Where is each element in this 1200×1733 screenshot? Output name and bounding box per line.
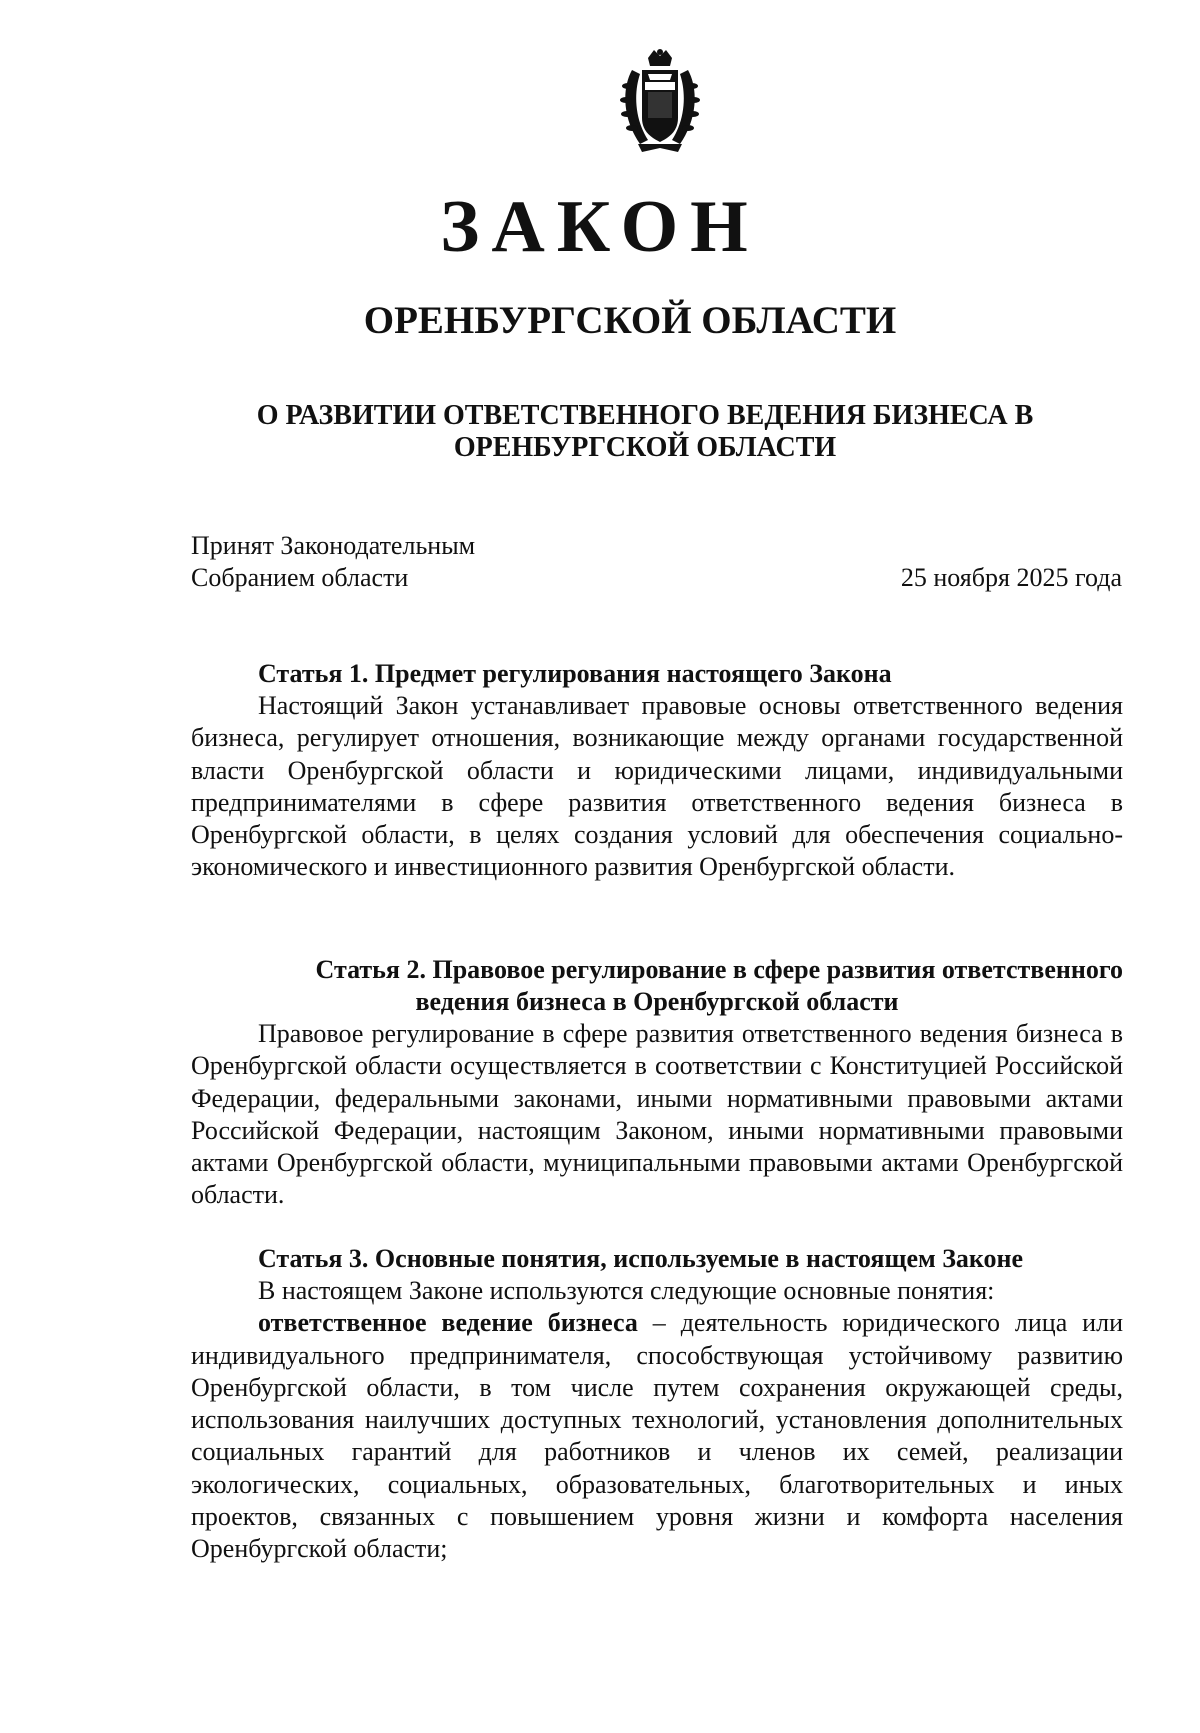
law-subject-line-1: О РАЗВИТИИ ОТВЕТСТВЕННОГО ВЕДЕНИЯ БИЗНЕСА В	[256, 400, 1034, 431]
article-3-heading: Статья 3. Основные понятия, используемые в настоящем Законе	[258, 1244, 1024, 1273]
article-1-text: Настоящий Закон устанавливает правовые основы ответственного ведения бизнеса, регулирует отношения, возникающие между органами государственной власти Оренбургской области и юридическими лицами, индивидуальными предпринимателями в сфере развития ответственного ведения бизнеса в Оренбургской области, в целях создания условий для обеспечения социально-экономического и инвестиционного развития Оренбургской области.	[191, 691, 1123, 882]
article-1	[191, 658, 1123, 884]
region-title: ОРЕНБУРГСКОЙ ОБЛАСТИ	[363, 299, 897, 342]
article-3	[191, 1243, 1123, 1566]
coat-of-arms-icon	[618, 48, 702, 156]
adoption-line-2: Собранием области	[191, 563, 409, 592]
law-subject	[250, 400, 1040, 464]
article-3-intro: В настоящем Законе используются следующие основные понятия:	[258, 1276, 995, 1305]
adoption-info	[191, 530, 475, 594]
article-2	[191, 954, 1123, 1212]
article-2-text: Правовое регулирование в сфере развития ответственного ведения бизнеса в Оренбургской области осуществляется в соответствии с Конституцией Российской Федерации, федеральными законами, иными нормативными правовыми актами Российской Федерации, настоящим Законом, иными нормативными правовыми актами Оренбургской области, муниципальными правовыми актами Оренбургской области.	[191, 1019, 1123, 1210]
term-definition: – деятельность юридического лица или индивидуального предпринимателя, способствующая устойчивому развитию Оренбургской области, в том числе путем сохранения окружающей среды, использования наилучших доступных технологий, установления дополнительных социальных гарантий для работников и членов их семей, реализации экологических, социальных, образовательных, благотворительных и иных проектов, связанных с повышением уровня жизни и комфорта населения Оренбургской области;	[191, 1308, 1123, 1564]
adoption-line-1: Принят Законодательным	[191, 531, 476, 560]
article-2-heading-line-2: ведения бизнеса в Оренбургской области	[415, 987, 899, 1016]
article-1-heading: Статья 1. Предмет регулирования настоящего Закона	[258, 659, 892, 688]
law-title: ЗАКОН	[440, 186, 760, 268]
defined-term: ответственное ведение бизнеса	[258, 1308, 638, 1338]
article-3-definition	[191, 1307, 1123, 1565]
law-subject-line-2: ОРЕНБУРГСКОЙ ОБЛАСТИ	[453, 432, 837, 463]
adoption-date: 25 ноября 2025 года	[900, 563, 1122, 592]
article-2-heading-line-1: Статья 2. Правовое регулирование в сфере развития ответственного	[315, 955, 1123, 984]
